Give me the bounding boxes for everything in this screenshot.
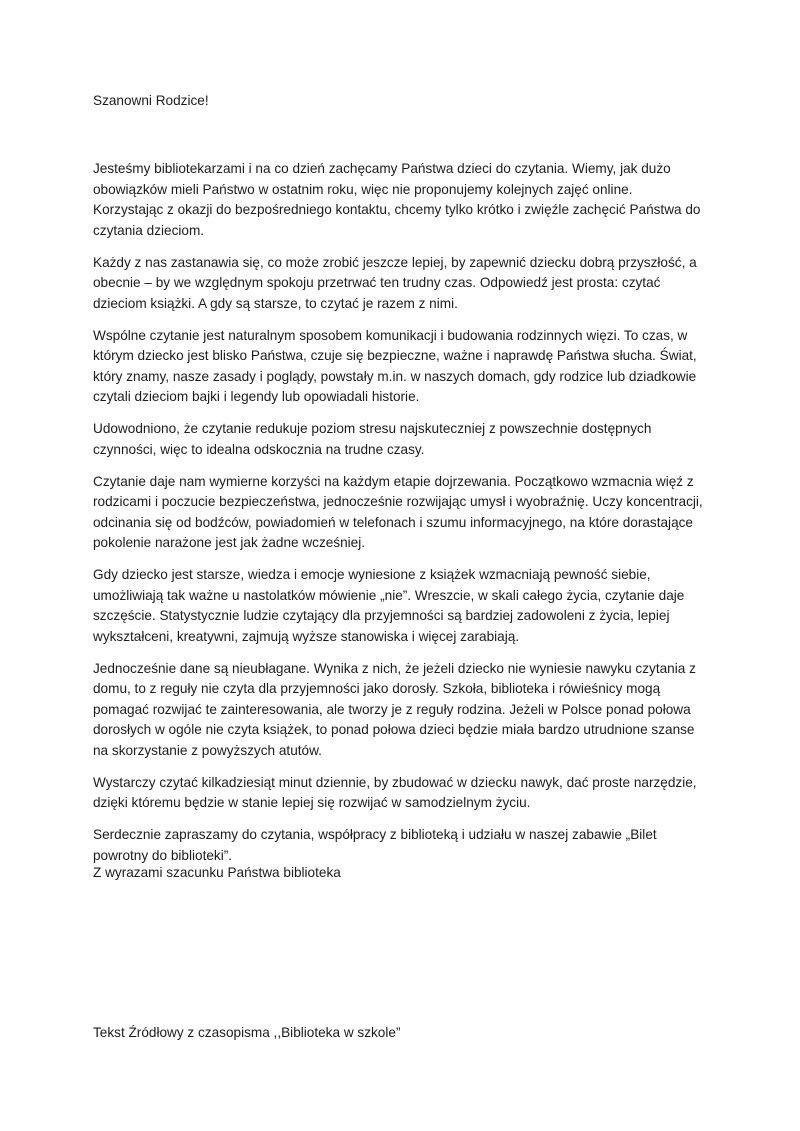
paragraph-line: Gdy dziecko jest starsze, wiedza i emocje wyniesione z książek wzmacniają pewność siebie, bbox=[93, 567, 651, 582]
paragraph-line: odcinania się od bodźców, powiadomień w telefonach i szumu informacyjnego, na które dorastające bbox=[93, 514, 693, 530]
paragraph-5 bbox=[93, 472, 733, 554]
paragraph-line: rodzicami i poczucie bezpieczeństwa, jednocześnie rozwijając umysł i wyobraźnię. Uczy koncentracji, bbox=[93, 494, 703, 509]
paragraph-line: pokolenie narażone jest jak żadne wcześniej. bbox=[93, 535, 366, 550]
paragraph-line: czynności, więc to idealna odskocznia na trudne czasy. bbox=[93, 441, 425, 457]
paragraph-line: dorosłych w ogóle nie czyta książek, to ponad połowa dzieci będzie miała bardzo utrudnione szanse bbox=[93, 722, 695, 737]
letter-greeting: Szanowni Rodzice! bbox=[93, 93, 209, 108]
paragraph-2 bbox=[93, 253, 733, 315]
paragraph-line: Jednocześnie dane są nieubłagane. Wynika z nich, że jeżeli dziecko nie wyniesie nawyku czytania z bbox=[93, 660, 696, 676]
paragraph-line: Każdy z nas zastanawia się, co może zrobić jeszcze lepiej, by zapewnić dziecku dobrą przyszłość, a bbox=[93, 254, 697, 270]
paragraph-3 bbox=[93, 326, 733, 408]
paragraph-line: powrotny do biblioteki”. bbox=[93, 847, 233, 863]
paragraph-line: szczęście. Statystycznie ludzie czytający dla przyjemności są bardziej zadowoleni z życia, lepiej bbox=[93, 608, 670, 623]
paragraph-line: Korzystając z okazji do bezpośredniego kontaktu, chcemy tylko krótko i zwięźle zachęcić Państwa do bbox=[93, 202, 701, 217]
paragraph-line: dzieciom książki. A gdy są starsze, to czytać je razem z nimi. bbox=[93, 295, 458, 311]
paragraph-8 bbox=[93, 773, 733, 814]
paragraph-7 bbox=[93, 659, 733, 762]
paragraph-9 bbox=[93, 825, 733, 866]
paragraph-line: który znamy, nasze zasady i poglądy, powstały m.in. w naszych domach, gdy rodzice lub dziadkowie bbox=[93, 368, 697, 384]
paragraph-line: umożliwiają tak ważne u nastolatków mówienie „nie”. Wreszcie, w skali całego życia, czytanie daje bbox=[93, 587, 685, 603]
paragraph-line: obecnie – by we względnym spokoju przetrwać ten trudny czas. Odpowiedź jest prosta: czytać bbox=[93, 275, 661, 290]
paragraph-6 bbox=[93, 565, 733, 647]
paragraph-line: czytania dzieciom. bbox=[93, 222, 205, 238]
paragraph-line: domu, to z reguły nie czyta dla przyjemności jako dorosły. Szkoła, biblioteka i rówieśnicy mogą bbox=[93, 681, 661, 696]
letter-closing: Z wyrazami szacunku Państwa biblioteka bbox=[93, 865, 341, 880]
paragraph-line: którym dziecko jest blisko Państwa, czuje się bezpieczne, ważne i naprawdę Państwa słucha. Świat, bbox=[93, 348, 697, 363]
paragraph-1 bbox=[93, 159, 733, 241]
source-note: Tekst Źródłowy z czasopisma ,,Biblioteka w szkole” bbox=[93, 1025, 401, 1040]
paragraph-line: Jesteśmy bibliotekarzami i na co dzień zachęcamy Państwa dzieci do czytania. Wiemy, jak dużo bbox=[93, 161, 671, 176]
paragraph-line: pomagać rozwijać te zainteresowania, ale tworzy je z reguły rodzina. Jeżeli w Polsce ponad połowa bbox=[93, 701, 691, 717]
paragraph-line: na skorzystanie z powyższych atutów. bbox=[93, 742, 322, 758]
paragraph-line: wykształceni, kreatywni, zajmują wyższe stanowiska i więcej zarabiają. bbox=[93, 628, 520, 644]
letter-body bbox=[93, 159, 733, 878]
paragraph-line: Wystarczy czytać kilkadziesiąt minut dziennie, by zbudować w dziecku nawyk, dać proste narzędzie, bbox=[93, 774, 697, 790]
paragraph-4 bbox=[93, 419, 733, 460]
paragraph-line: dzięki któremu będzie w stanie lepiej się rozwijać w samodzielnym życiu. bbox=[93, 795, 531, 810]
paragraph-line: czytali dzieciom bajki i legendy lub opowiadali historie. bbox=[93, 389, 420, 404]
paragraph-line: Udowodniono, że czytanie redukuje poziom stresu najskuteczniej z powszechnie dostępnych bbox=[93, 421, 652, 436]
paragraph-line: Czytanie daje nam wymierne korzyści na każdym etapie dojrzewania. Początkowo wzmacnia więź z bbox=[93, 473, 694, 489]
paragraph-line: Serdecznie zapraszamy do czytania, współpracy z biblioteką i udziału w naszej zabawie „Bilet bbox=[93, 827, 657, 842]
paragraph-line: Wspólne czytanie jest naturalnym sposobem komunikacji i budowania rodzinnych więzi. To czas, w bbox=[93, 327, 688, 343]
paragraph-line: obowiązków mieli Państwo w ostatnim roku, więc nie proponujemy kolejnych zajęć online. bbox=[93, 181, 633, 197]
